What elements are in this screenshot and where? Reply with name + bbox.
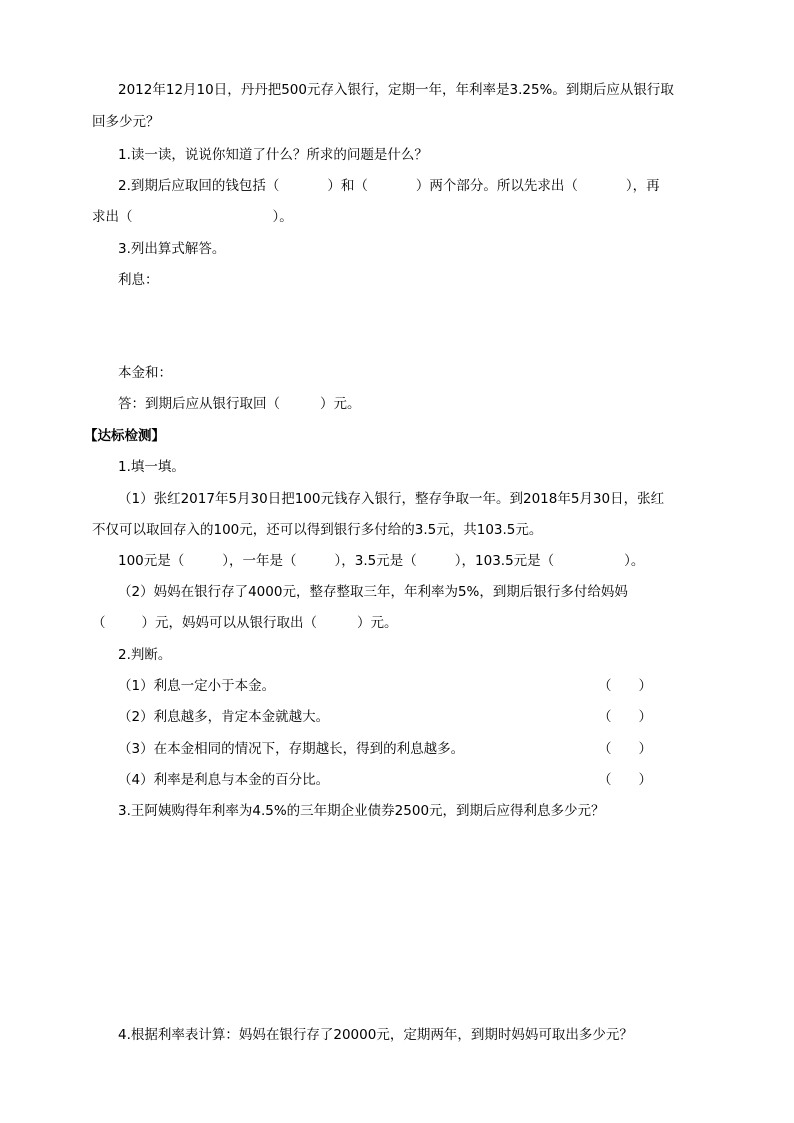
q2-text-e: 求出（ [92, 209, 133, 225]
judge-item: （2）利息越多，肯定本金就越大。 [118, 709, 330, 725]
fill2-b: ）元，妈妈可以从银行取出（ [141, 615, 317, 631]
answer-line [118, 394, 361, 414]
judge-answer-paren[interactable]: （ ） [598, 678, 652, 694]
problem-text-line1: 2012年12月10日，丹丹把500元存入银行，定期一年，年利率是3.25%。到期后应从银行取 [118, 82, 674, 98]
fill-1-questions [118, 551, 644, 571]
question-4-rate-table: 4.根据利率表计算：妈妈在银行存了20000元，定期两年，到期时妈妈可取出多少元？ [118, 1027, 633, 1043]
q2-text-f: ）。 [272, 209, 293, 225]
total-label: 本金和： [118, 365, 172, 381]
judge-title: 2.判断。 [118, 647, 172, 663]
q2-text-d: ），再 [625, 178, 660, 194]
interest-label: 利息： [118, 272, 159, 288]
question-2-line1 [118, 176, 660, 196]
judge-answer-paren[interactable]: （ ） [598, 709, 652, 725]
question-3: 3.列出算式解答。 [118, 241, 226, 257]
fill1-q-a: 100元是（ [118, 553, 185, 569]
judge-item: （3）在本金相同的情况下，存期越长，得到的利息越多。 [118, 741, 465, 757]
fill-2-line2 [92, 613, 398, 633]
answer-text-a: 答：到期后应从银行取回（ [118, 396, 280, 412]
fill-title: 1.填一填。 [118, 459, 185, 475]
fill-2-line1: （2）妈妈在银行存了4000元，整存整取三年，年利率为5%，到期后银行多付给妈妈 [118, 584, 628, 600]
q2-text-b: ）和（ [327, 178, 368, 194]
question-3-bond: 3.王阿姨购得年利率为4.5%的三年期企业债券2500元，到期后应得利息多少元？ [118, 803, 605, 819]
problem-text-line2: 回多少元？ [92, 114, 160, 130]
fill1-q-e: ）。 [624, 553, 645, 569]
judge-item: （4）利率是利息与本金的百分比。 [118, 772, 330, 788]
judge-answer-paren[interactable]: （ ） [598, 772, 652, 788]
fill1-q-b: ），一年是（ [222, 553, 297, 569]
fill2-a: （ [92, 615, 106, 631]
judge-answer-paren[interactable]: （ ） [598, 741, 652, 757]
fill1-q-c: ），3.5元是（ [334, 553, 417, 569]
question-2-line2 [92, 207, 293, 227]
fill-1-line1: （1）张红2017年5月30日把100元钱存入银行，整存争取一年。到2018年5月30日，张红 [118, 491, 665, 507]
judge-item: （1）利息一定小于本金。 [118, 678, 276, 694]
answer-text-b: ）元。 [320, 396, 361, 412]
q2-text-c: ）两个部分。所以先求出（ [415, 178, 578, 194]
fill-1-line2: 不仅可以取回存入的100元，还可以得到银行多付给的3.5元，共103.5元。 [92, 522, 543, 538]
fill2-c: ）元。 [357, 615, 398, 631]
section-title: 【达标检测】 [84, 428, 165, 444]
fill1-q-d: ），103.5元是（ [454, 553, 555, 569]
question-1: 1.读一读，说说你知道了什么？所求的问题是什么？ [118, 147, 428, 163]
q2-text-a: 2.到期后应取回的钱包括（ [118, 178, 280, 194]
